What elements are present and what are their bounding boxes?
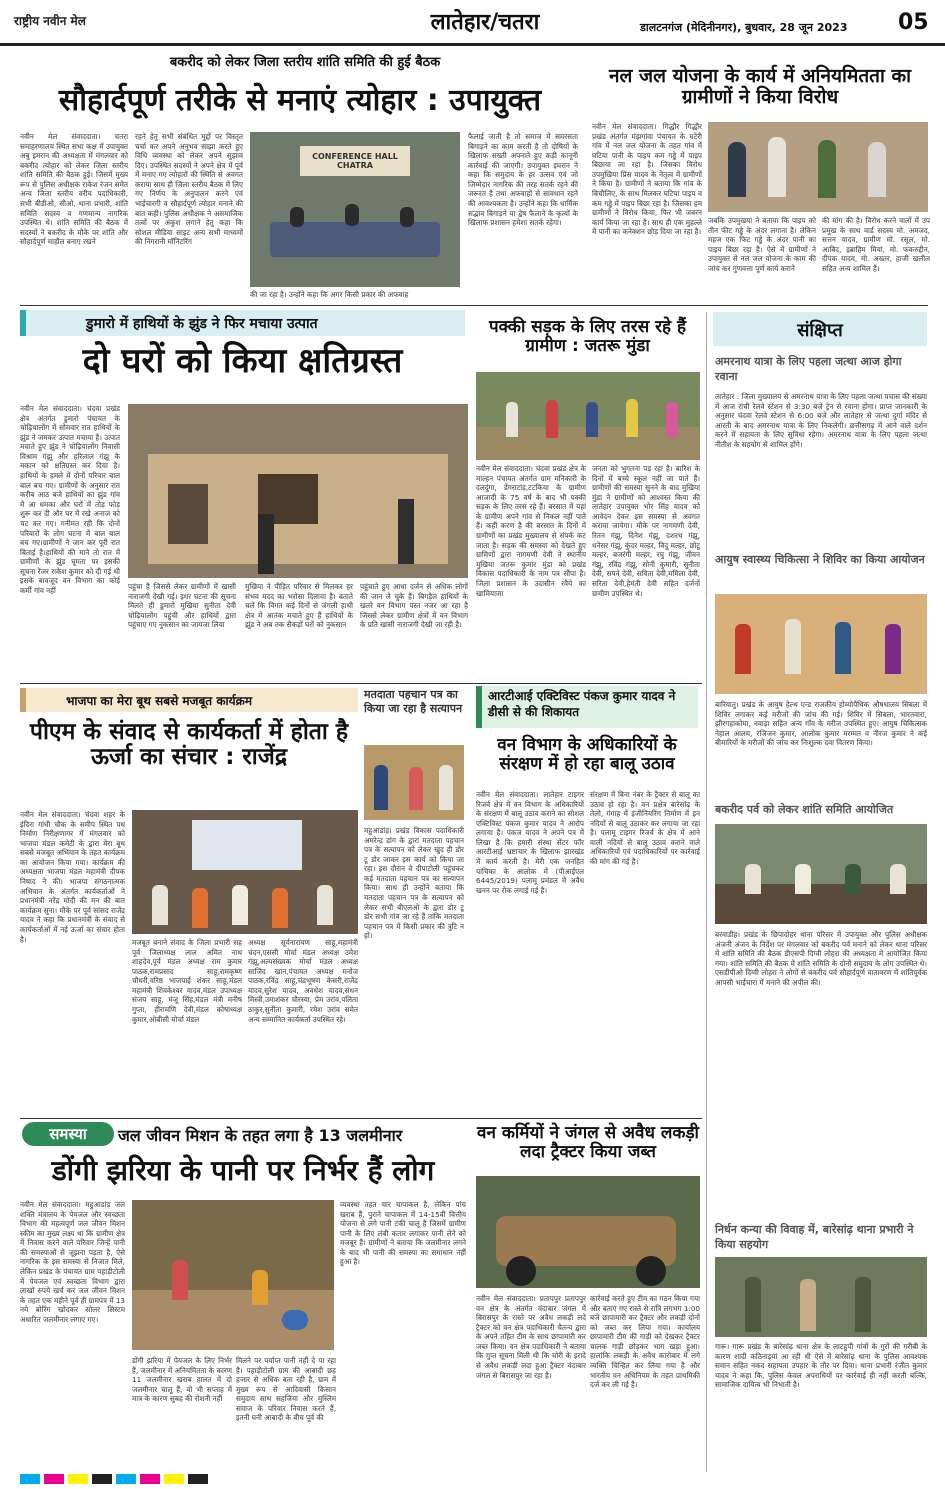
brief-item1-head: अमरनाथ यात्रा के लिए पहला जत्था आज होगा रवाना [715,355,902,383]
story3-col2: पहुंचा है जिससे लेकर ग्रामीणों में खासी नाराजगी देखी गई। इधर घटना की सूचना मिलते ही डुमारो मुखिया सुनीता देवी चोढ़ियालोंग पहुंची और हाथियों द्वारा पहुंचाए गए नुकसान का जायजा लिया [128,582,236,630]
samasya-pill: समस्या [22,1122,114,1146]
story8-caption: डोंगी झरिया में पेयजल के लिए निर्भर हैं, जलमीनार में अनियमितता के कारण 11 जलमीनार खराब हालत में दो जलमीनार चालू हैं, वो भी सप्ताह में मात्र के कारण सुबह की रोशनी नहीं [132,1356,232,1404]
color-registration-strip [20,1474,928,1484]
story1-headline: सौहार्दपूर्ण तरीके से मनाएं त्योहार : उपायुक्त [58,83,542,118]
story9-headline: वन कर्मियों ने जंगल से अवैध लकड़ी लदा ट्रैक्टर किया जब्त [477,1123,699,1162]
brief-item3-body: बरवाडीह। प्रखंड के छिपादोहर थाना परिसर में उपायुक्त और पुलिस अधीक्षक अंजनी अंजन के निर्देश पर मंगलवार को बकरीद पर्व मनाने को लेकर थाना परिसर में शांति समिति की बैठक डीएसपी दिग्वी लोहरा की अध्यक्षता में आयोजित किया गया। शांति समिति की बैठक में शांति समिति के दोनों समुदाय के लोग उपस्थित थे। एसडीपीओ दिग्वी लोहरा ने लोगों से बकरीद पर्व सौहार्दपूर्ण वातावरण में शांतिपूर्वक आपसी भाईचारा में मनाने की अपील की। [715,930,927,987]
story5-col1: नवीन मेल संवाददाता। चंदवा शहर के इंदिरा गांधी चौक के समीप स्थित पथ निर्माण निरीक्षणागर में मंगलवार को भाजपा मंडल कमेटी के द्वारा मेरा बूथ सबसे मजबूत अभियान के तहत कार्यक्रम का आयोजन किया गया। कार्यक्रम की अध्यक्षता भाजपा मंडल महामंत्री दीपक निषाद ने की। भाजपा संगठनात्मक अभियान के अंतर्गत कार्यकर्ताओं ने प्रधानमंत्री नरेंद्र मोदी की मन की बात कार्यक्रम सुना। मौके पर पूर्व सांसद राजेंद्र यादव ने कहा कि प्रधानमंत्री के संवाद से कार्यकर्ताओं में नई ऊर्जा का संचार होता है। [20,810,125,944]
damaged-house-photo [128,404,468,578]
story3-col3: मुखिया ने पीड़ित परिवार से मिलकर हर संभव मदद का भरोसा दिलाया है। बताते चलें कि विगत कई दिनों से जंगली हाथी क्षेत्र में आतंक मचाते हुए हैं हाथियों के झुंड ने अब तक सैकड़ों घरों को नुकसान [245,582,353,630]
dateline: डालटनगंज (मेदिनीनगर), बुधवार, 28 जून 2023 [640,21,848,34]
brief-item4-body: गारू। गारू प्रखंड के बारेसांढ़ थाना क्षेत्र के लाटहुपी गांवों के गुरों की गरीबी के कारण शादी कठिनाइयां आ रही थी ऐसे में बारेसांढ़ थाना के पुलिस आवश्यक समान सहित नकद सहायता उपहार के तौर पर दिया। थाना प्रभारी रंजीत कुमार यादव ने कहा कि, पुलिस केवल अपराधियों पर कार्रवाई ही नहीं करती बल्कि, सामाजिक दायित्व भी निभाती है। [715,1342,927,1390]
story1-photo-caption: की जा रहा है। उन्होंने कहा कि अगर किसी प्रकार की अफवाह [250,290,409,299]
peace-meeting-photo [715,824,927,924]
story3-kicker: डुमारो में हाथियों के झुंड ने फिर मचाया उत्पात [20,310,465,336]
police-help-photo [715,1257,927,1337]
story5-kicker: भाजपा का मेरा बूथ सबसे मजबूत कार्यक्रम [20,688,358,712]
story8-caption2: मिलने पर पर्याप्त पानी नहीं दे पा रहा है। पहाड़ीटोली ग्राम की आबादी छह हजार से अधिक बता रही है, ग्राम में मुख्य रूप से आदिवासी किसान समुदाय साथ सहजिया और मुस्लिम समाज के परिवार निवास करते हैं, इतनी घनी आबादी के बीच पूर्व की [236,1356,336,1423]
story8-headline: डोंगी झरिया के पानी पर निर्भर हैं लोग [51,1154,435,1187]
brief-item1-body: लातेहार : जिला मुख्यालय से अमरनाथ यात्रा के लिए पहला जत्था पचास की संख्या में आज रांची रेलवे स्टेशन से 3:30 बजे ट्रेन से रवाना होगा। प्राप्त जानकारी के अनुसार चंदवा रेलवे स्टेशन से 6:00 बजे और लातेहार से जत्था दुर्गा मंदिर से आरती के बाद अमरनाथ यात्रा के लिए निकलेगी। छत्तीसगढ़ में आने वाले दर्शन करने में सहायता के लिए सुविधा रहेगा। अमरनाथ यात्रा के लिए पहला जत्था नीतीश के सहयोग से शामिल होंगे। [715,392,927,449]
bjp-meeting-photo [132,810,358,934]
story4-headline: पक्की सड़क के लिए तरस रहे हैं ग्रामीण : जतरू मुंडा [488,317,687,356]
story3-col1: नवीन मेल संवाददाता। चंदवा प्रखंड क्षेत्र अंतर्गत डुमारो पंचायत के चोढ़ियालोंग में सोमवार रात हाथियों के झुंड ने जमकर उत्पात मचाया है। उत्पात मचाते हुए झुंड ने चोढ़ियालोंग निवासी विश्राम गंझू और हरिलाल गंझू के मकान को क्षतिग्रस्त कर दिया है। हाथियों के हमले में दोनों परिवार बाल बाल बच गए। ग्रामीणों के अनुसार रात करीब आठ बजे हाथियों का झुंड गांव में आ धमका और घरों में तोड़ फोड़ शुरू कर दी और घर में रखे अनाज को चट कर गए। गनीमत रही कि दोनों परिवारों के लोग घटना में बाल बाल बच गए।ग्रामीणों ने जान कर पूरी रात बिताई है।हाथियों की माने तो रात में ग्रामीणों के झुंड घूमता पर इसकी सूचना रेंजर राकेश कुमार को दी गई थी इसके बावजूद वन विभाग का कोई कर्मी गांव नहीं [20,404,120,595]
seized-tractor-photo [476,1176,700,1288]
rule [20,683,702,684]
story1-kicker: बकरीद को लेकर जिला स्तरीय शांति समिति की हुई बैठक [169,55,441,70]
story9-col2: कार्रवाई करते हुए टीम का गठन किया गया और बताए गए रास्ते से रात्रि लगभग 1:00 बजे छापामारी कर ट्रैक्टर और लकड़ी दोनों को जब्त कर लिया गया। कार्यालय छापामारी टीम की गाड़ी को देखकर ट्रैक्टर चालक गाड़ी छोड़कर भाग खड़ा हुआ। हालांकि लकड़ी के अवैध कारोबार में लगे व्यक्ति चिन्हित कर लिया गया है और भारतीय वन अधिनियम के तहत प्राथमिकी दर्ज कर ली गई है। [590,1294,700,1390]
story4-col2: जनता को भुगतना पड़ रहा है। बारिश के दिनों में बच्चे स्कूल नहीं जा पाते हैं। ग्रामीणों की समस्या सुनने के बाद मुखिया मुंडा ने ग्रामीणों को आश्वस्त किया की लातेहार उपायुक्त भोर सिंह यादव को आवेदन देकर इस समस्या से अवगत कराया जायेगा। मौके पर नागमणी देवी, रितन गंझू, दिनेश गंझू, दशरथ गंझू, धनेसर गंझू, कुंदर मल्हर, विदु मल्हर, छोटू मल्हर, बजरंगी मल्हर, रघु गंझू, जीवन गंझू, रविंद्र गंझू, सोनी कुमारी, सुनीता देवी, सपने देवी, सविता देवी,ममिला देवी, सरिता देवी,हेमंती देवी सहित दर्जनों ग्रामीण उपस्थित थे। [592,464,700,598]
rule [20,1118,702,1119]
page-number: 05 [898,10,929,35]
story4-col1: नवीन मेल संवाददाता। चंदवा प्रखंड क्षेत्र के माल्हन पंचायत अंतर्गत ग्राम मनिकारी के दलदुंगा, डेंगराटांड़,टटकिया के ग्रामीण आजादी के 75 वर्ष के बाद भी पक्की सड़क के लिए तरस रहे हैं। बरसात में यहां के ग्रामीण अपने गांव से निकल नहीं पाते हैं। कहीं करण है की बरसात के दिनों में ग्रामीणों का प्रखंड मुख्यालय से संपर्क कट जाता है। सड़क की समस्या को देखते हुए ग्रामिणों द्वारा नागमणी देवी ने स्थानीय मुखिया जतरू कुमार मुंडा को प्रखंड विकास पदाधिकारी के नाम पत्र सौंपा है। जिला प्रशासन के उदासीन रवैये का खामियाजा [476,464,586,598]
story8-kicker: जल जीवन मिशन के तहत लगा है 13 जलमीनार [118,1126,403,1145]
rule [20,305,928,306]
story2-caption: जबकि उपमुखया ने बताया कि पाइप को तीन फीट गड्ढे के अंदर लगाना है। लेकिन महज एक फिट गड्ढे के अंदर पानी का पाइप बिछा रहा है। ऐसे में ग्रामीणों ने उपायुक्त से नल जल योजना के काम की जांच कर गुणवत्ता पूर्ण कार्य कराने [708,216,816,273]
story5-col2: मजबूत बनाने संवाद के जिला प्रभारी सह पूर्व जिलाध्यक्ष लाल अमित नाथ शाहदेव,पूर्व मंडल अध्यक्ष राम कुमार पाठक,रामप्रसाद साहू,रामकृष्ण चौधरी,वरिष्ठ भाजपाई शंकर साहू,मंडल महामंत्री शिवकेश्वर यादव,मंडल उपाध्यक्ष संजय साहू, मंजू सिंह,मंडल मंत्री मनीष गुप्ता, हीरामणि देवी,मंडल कोषाध्यक्ष कुमार,ओबीसी मोर्चा मंडल [132,938,242,1024]
story2-col1: नवीन मेल संवाददाता। गिद्धौर गिद्धौर प्रखंड अंतर्गत मंझगांवा पंचायत के घटेरी गांव में नल जल योजना के तहत गांव में घटिया पानी के पाइप कम गड्ढे में पाइप बिछाया जा रहा है। जिसका विरोध उपमुखिया प्रिंस यादव के नेतृत्व में ग्रामीणों ने किया है। ग्रामीणों ने बताया कि गांव के बिचौलिए, के साथ मिलकर घटिया पाइप व कम गड्ढे में पाइप बिछा रहा है। जिसका हम ग्रामीणों ने विरोध किया, फिर भी जबरन कार्य किया जा रहा है। साथ ही एक मुहल्ले में पानी का कनेक्शन छोड़ दिया जा रहा है। [592,122,702,237]
section-title: लातेहार/चतरा [430,10,540,35]
protest-photo [708,122,928,212]
story6-kicker: मतदाता पहचान पत्र का किया जा रहा है सत्यापन [364,688,463,716]
story5-col3: अध्यक्ष सूर्यनारायण साहू,महामंत्री चंदन,एससी मोर्चा मंडल अध्यक्ष उमेश गंझू,अल्पसंख्यक मोर्चा मंडल अध्यक्ष साजिद खान,पंचायत अध्यक्ष मनोज पाठक,रविंद्र साहू,चंद्रभूषण केसरी,राजेंद्र यादव,सुरेश यादव, अवधेश यादव,संधन मिस्त्री,उमाशंकर चौरस्या, प्रेम उरांव,पलिता ठाकुर,सुनीता कुमारी, रमेश उरांव समेत अन्य सम्मानित कार्यकर्ता उपस्थित रहे। [248,938,358,1024]
brief-title: संक्षिप्त [713,312,927,346]
story8-col1: नवीन मेल संवाददाता। महुआडांड़ जल शक्ति मंत्रालय के पेयजल और स्वच्छता विभाग की महत्वपूर्ण जल जीवन मिशन स्कीम का मुख्य लक्ष्य था कि ग्रामीण क्षेत्र में निवास करने वाले परिवार जिन्हें पानी की समस्याओं से जूझना पड़ता है, ऐसे नागरिक के इस समस्या से निजात मिले, लेकिन प्रखंड के पंचायत ग्राम पहाड़ीटोली में पेयजल एवं स्वच्छता विभाग द्वारा लाखों रुपये खर्च कर जल जीवन मिशन के तहत एक महीने पूर्व ही ग्रामपत्र में 13 नये बोरिंग खोदकर सोलर सिस्टम अधारित जलमीनार लगाए गए। [20,1200,125,1324]
story2-col3: की मांग की है। विरोध करने वालों में उप प्रमुख के साथ वार्ड सदस्य मो. अमजद, सत्तन यादव, ग्रामीण मो. रसूल, मो. आबिद, इब्राहिम मियां, मो. फकरुद्दीन, दीपक यादव, मो. अख्तर, हाजी खलील सहित अन्य शामिल हैं। [822,216,930,273]
brief-item4-head: निर्धन कन्या की विवाह में, बारेसांढ़ थाना प्रभारी ने किया सहयोग [715,1223,914,1251]
story2-headline: नल जल योजना के कार्य में अनियमितता का ग्रामीणों ने किया विरोध [608,65,912,108]
story7-col1: नवीन मेल संवाददाता। लातेहार टाइगर रिजर्व क्षेत्र में वन विभाग के अधिकारियों के संरक्षण में बालू उठाव कराने का सोशल एक्टिविस्ट पंकज कुमार यादव ने आरोप लगाया है। पंकज यादव ने अपने पत्र में लिखा है कि हमारी संस्था सेंटर फॉर आरटीआई भ्रष्टाचार के खिलाफ झारखंड में कार्य करती है। मेरी एक जनहित याचिका के आलोक में (पीआईएल 6445/2019) पलामू प्रमंडल में अवैध खनन पर रोक लगाई गई है। [476,790,584,895]
brief-item2-head: आयुष स्वास्थ्य चिकित्सा ने शिविर का किया आयोजन [715,553,925,566]
stream-photo [132,1200,334,1350]
newspaper-logo: राष्ट्रीय नवीन मेल [14,14,86,28]
story3-headline: दो घरों को किया क्षतिग्रस्त [82,341,403,381]
story6-body: महुआडांड़। प्रखंड विकास पदाधिकारी अमरेन्द्र डांग के द्वारा मतदाता पहचान पत्र के सत्यापन को लेकर खुद ही डोर टू डोर जाकर इस कार्य को किया जा रहा। इस दौरान वे दीपाटोली पहुंचकर कई मतदाता पहचान पत्र का सत्यापन किया। साथ ही उन्होंने बताया कि मतदाता पहचान पत्र के सत्यापन को लेकर सभी बीएलओ के द्वारा डोर टू डोर सभी गांव जा रहे हैं ताकि मतदाता पहचान पत्र में किसी प्रकार की त्रुटि न हो। [364,826,464,941]
masthead [0,0,945,46]
story7-headline: वन विभाग के अधिकारियों के संरक्षण में हो रहा बालू उठाव [497,735,677,774]
story1-col1: नवीन मेल संवाददाता। चतरा समाहरणालय स्थित सभा कक्ष में उपायुक्त अबु इमरान की अध्यक्षता में मंगलवार को बकरीद त्योहार को लेकर जिला स्तरीय शांति समिति की बैठक हुई। जिसमें मुख्य रूप से पुलिस अधीक्षक राकेश रंजन समेत अन्य जिला स्तरीय वरीय पदाधिकारी, सभी बीडीओ, सीओ, थाना प्रभारी, शांति समिति सदस्य व गणमान्य नागरिक उपस्थित थे। शांति समिति की बैठक में सदस्यों ने बकरीद के मौके पर शांति और सौहार्दपूर्ण माहौल बनाए रखने [20,132,128,247]
story7-kicker: आरटीआई एक्टिविस्ट पंकज कुमार यादव ने डीसी से की शिकायत [476,686,698,728]
brief-sidebar [706,312,930,1472]
meeting-photo [250,132,460,287]
conference-hall-sign: CONFERENCE HALL CHATRA [300,146,410,176]
story8-col3: व्यवस्था तहत चार चापाकल है, लेकिन पांच खराब हैं, पुराने चापाकल में 14-15वीं वित्तीय योजना से लगे पानी टंकी चालू है जिसमें ग्रामीण पानी के लिए लंबी कतार लगाकर पानी लेने को मजबूर हैं। ग्रामीणों ने बताया कि जलमीनार लगने के बाद भी पानी की समस्या का समाधान नहीं हुआ है। [340,1200,466,1267]
health-camp-photo [715,594,927,694]
voter-verification-photo [364,745,464,820]
brief-item2-body: बारियातु। प्रखंड के आयुष हेल्थ एन्ड राजकीय होम्योपैथिक औषधालय सिबला में शिविर लगाकर कई मरीजों की जांच की गई। शिविर में सिबला, भारतवारा, झीरगहाकोमा, नवाड़ा सहित अन्य गाँव के मरीज उपस्थित हुए। आयुष चिकित्सक नेहाल आलम, रजिजन कुमार, आलोक कुमार मरम्मत व नीरज कुमार ने कई बीमारियों के मरीजों की जांच कर निःशुल्क दवा वितरण किया। [715,700,927,748]
story7-col2: संरक्षण में बिना नंबर के ट्रैक्टर से बालू का उठाव हो रहा है। वन प्रक्षेत्र बारेसांढ़ के तेलो, गंगाह में इंजीनियरिंग निर्माण में इन नदियों से बालू उठाकर कर लगाया जा रहा है। पलामू टाइगर रिजर्व के क्षेत्र में आने वाली नदियों से बालू उठाव कराने वाले अधिकारियों एवं पदाधिकारियों पर कार्रवाई की मांग की गई है। [590,790,700,867]
brief-item3-head: बकरीद पर्व को लेकर शांति समिति आयोजित [715,803,894,816]
story5-headline: पीएम के संवाद से कार्यकर्ता में होता है ऊर्जा का संचार : राजेंद्र [29,719,349,771]
story3-col4: पहुंचाते हुए आधा दर्जन से अधिक लोगों की जान ले चुके हैं। बिगड़ैल हाथियों के खतरे वन विभाग पस्त नजर आ रहा है जिससे लेकर ग्रामीण क्षेत्रों में वन विभाग के प्रति खासी नाराजगी देखी जा रही है। [360,582,468,630]
story1-col2: रहने हेतु सभी संबंधित मुद्दों पर विस्तृत चर्चा कर अपने अनुभव साझा करते हुए विधि व्यवस्था को लेकर अपने सुझाव दिए। उपस्थित सदस्यों ने अपने क्षेत्र में पूर्व में मनाए गए त्योहारों की स्थिति से अवगत कराया साथ ही जिला स्तरीय बैठक में लिए गए निर्णय के अनुपालन करने एवं भाईचारगी व सौहार्दपूर्ण त्योहार मनाने की बात कही। पुलिस अधीक्षक ने असमाजिक तत्वों पर अंकुश लगाने हेतु कहा कि सोशल मीडिया साइट अन्य सभी माध्यमों की निगरानी मॉनिटरिंग [135,132,243,247]
villagers-photo [476,372,700,460]
story1-col3: फैलाई जाती है तो समाज में समरसता बिगाड़ने का काम करती है तो दोषियों के खिलाफ सख्ती अपनाते हुए कड़ी कानूनी कार्रवाई की जाएगी। उपायुक्त इमरान ने कहा कि समुदाय के हर उत्सव एवं जो जिम्मेदार नागरिक की तरह सतर्क रहने की जरूरत है तथा अफवाहों से सावधान रहने की आवश्यकता है। उन्होंने कहा कि धार्मिक सद्भाव बिगाड़ने या द्वेष फैलाने के कृत्यों के खिलाफ प्रशासन हमेशा सतर्क रहेगा। [468,132,578,228]
story9-col1: नवीन मेल संवाददाता। प्रतापपुर प्रतापपुर वन क्षेत्र के अंतर्गत वंदाबार जंगल में बिरासपुर के रास्ते पर अवैध लकड़ी लदे ट्रैक्टर को वन क्षेत्र पदाधिकारी चैतन्य द्वारा के अपने तहित टीम के साथ छापामारी कर जब्त किया। वन क्षेत्र पदाधिकारी ने बताया कि गुप्त सूचना मिली थी कि चोरी के इरादे से अवैध लकड़ी लदा हुआ ट्रैक्टर वंदाबार जंगल से बिरासपुर जा रहा है। [476,1294,586,1380]
